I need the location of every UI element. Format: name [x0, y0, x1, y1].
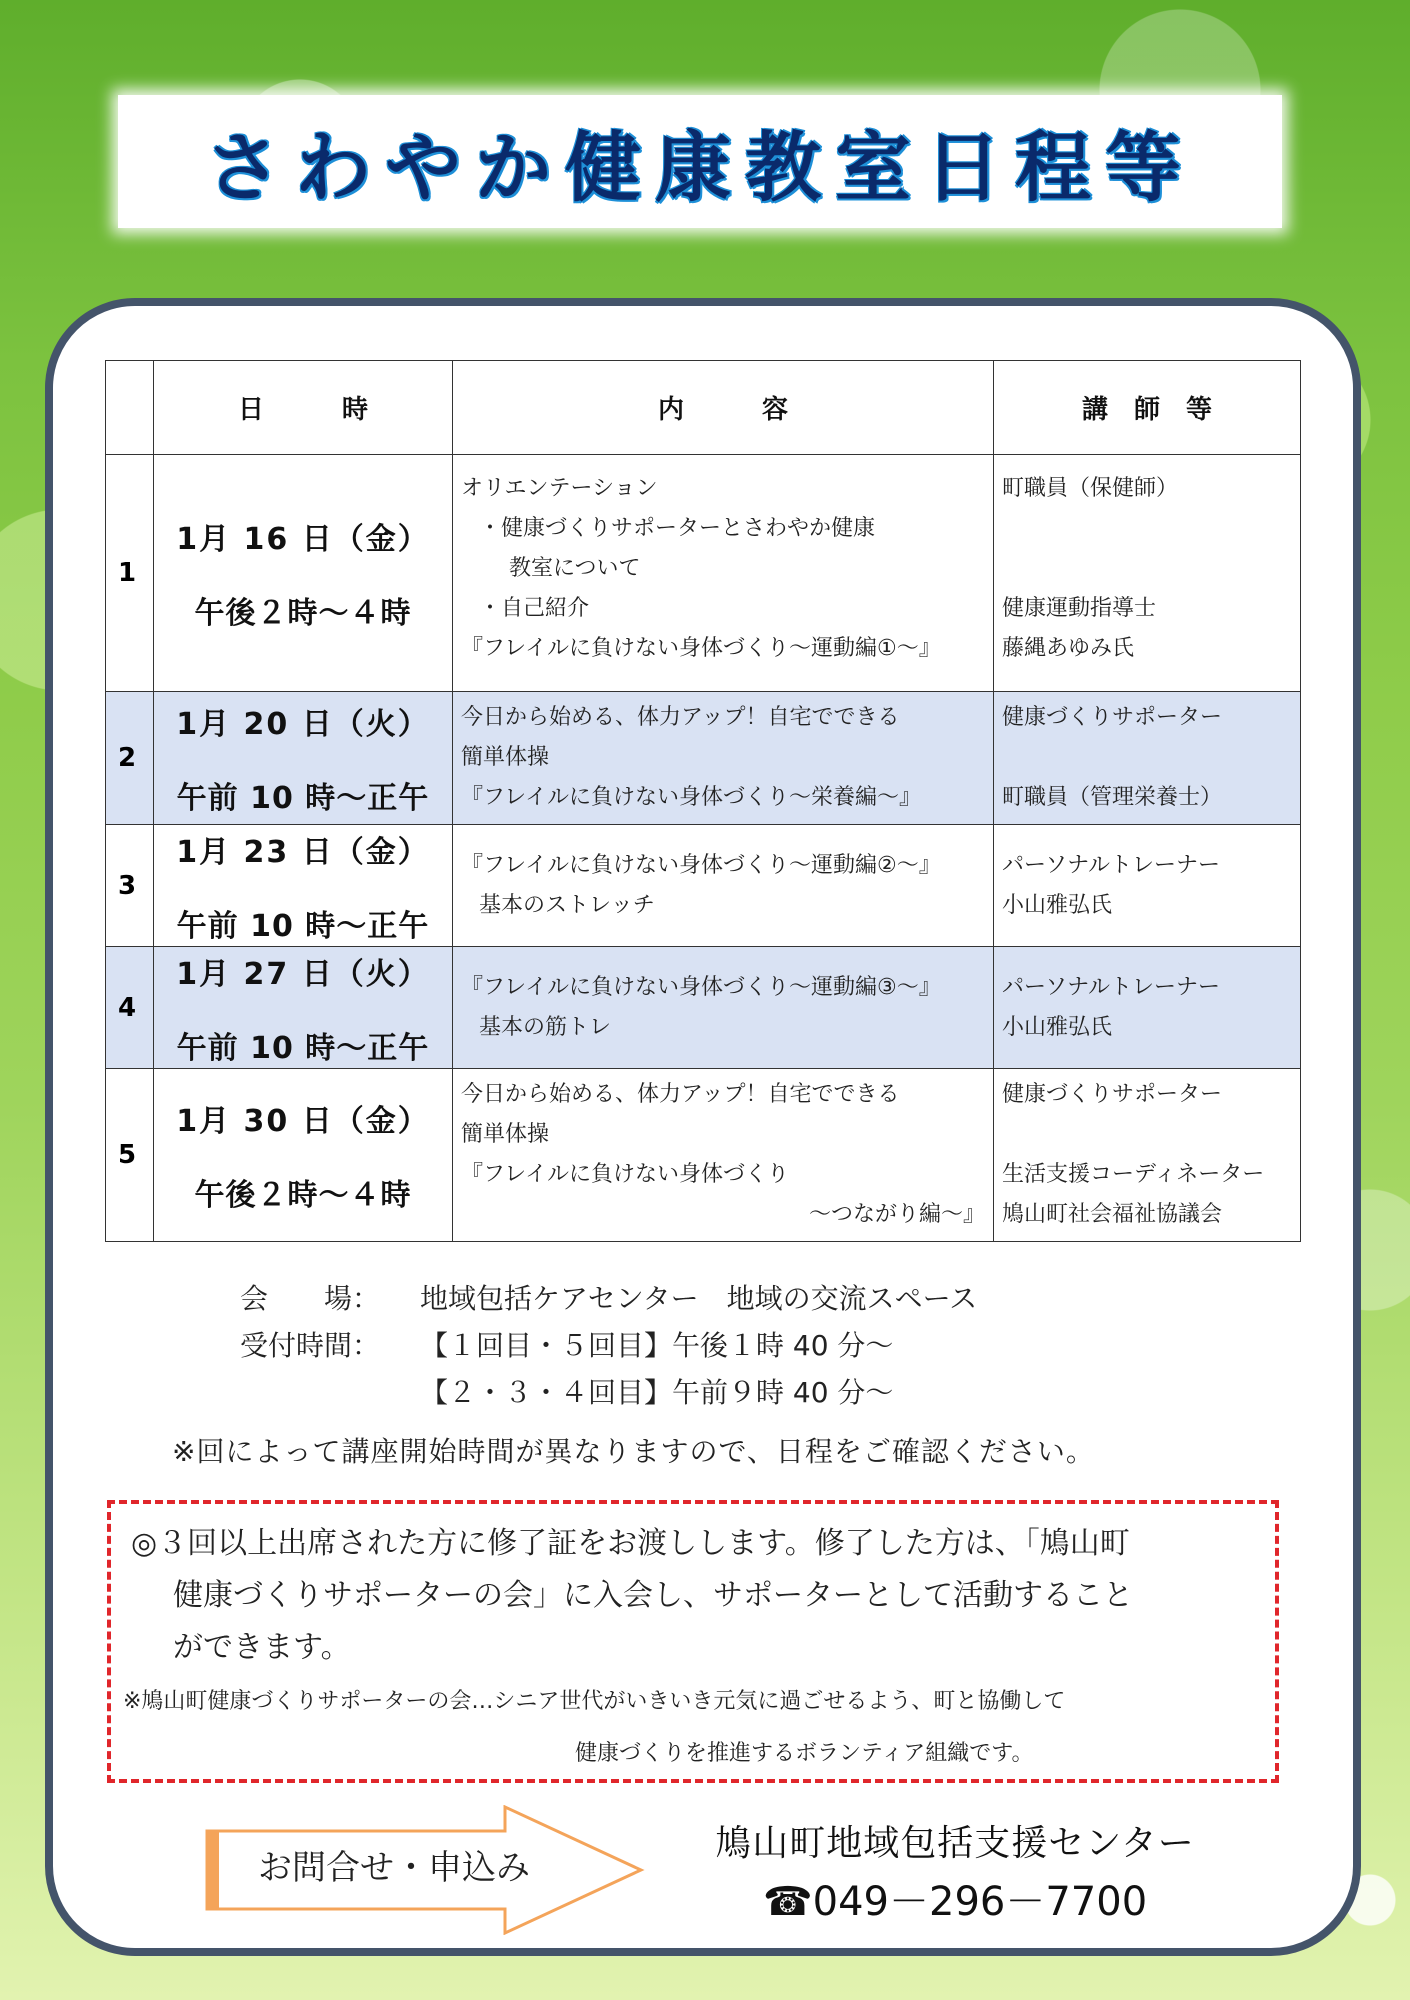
lecturer-line: 町職員（管理栄養士） [1002, 785, 1223, 810]
lecturer-line: パーソナルトレーナー [1002, 852, 1221, 878]
reception-row-2 [240, 1369, 977, 1416]
session-content [453, 825, 994, 947]
inquiry-label: お問合せ・申込み [258, 1848, 530, 1888]
session-lecturer [994, 825, 1301, 947]
content-line: 簡単体操 [461, 1122, 550, 1147]
content-line: 『フレイルに負けない身体づくり～運動編②～』 [461, 852, 941, 878]
session-date: 1月 16 日（金） [176, 522, 430, 557]
lecturer-line: 健康運動指導士 [1002, 596, 1157, 621]
content-line: 今日から始める、体力アップ！自宅でできる [461, 705, 900, 730]
session-content [453, 1069, 994, 1242]
phone-number[interactable]: 049－296－7700 [812, 1879, 1148, 1925]
content-line: ・健康づくりサポーターとさわやか健康 [479, 516, 876, 541]
session-lecturer [994, 947, 1301, 1069]
content-line: 基本の筋トレ [479, 1014, 612, 1040]
contact-phone [700, 1870, 1210, 1927]
session-content [453, 692, 994, 825]
content-line: 基本のストレッチ [479, 892, 655, 918]
header-lecturer: 講 師 等 [994, 361, 1301, 455]
lecturer-line: 藤縄あゆみ氏 [1002, 636, 1135, 661]
content-line: 『フレイルに負けない身体づくり～運動編①～』 [461, 636, 941, 661]
session-datetime [154, 947, 453, 1069]
page-title: さわやか健康教室日程等 [205, 123, 1195, 212]
reception-time-2: 【２・３・４回目】午前９時 40 分～ [420, 1376, 894, 1409]
content-line: 簡単体操 [461, 745, 550, 770]
session-date: 1月 20 日（火） [176, 707, 430, 742]
session-date: 1月 30 日（金） [176, 1104, 430, 1139]
phone-icon: ☎ [762, 1879, 813, 1925]
venue-label: 会 場： [240, 1282, 381, 1315]
supporter-club-note [123, 1676, 1065, 1780]
header-content: 内 容 [453, 361, 994, 455]
spacer [1002, 549, 1292, 589]
session-number: 4 [106, 947, 154, 1069]
session-date: 1月 23 日（金） [176, 834, 430, 870]
spacer [1002, 509, 1292, 549]
content-line: 『フレイルに負けない身体づくり～栄養編～』 [461, 785, 922, 810]
table-row [106, 455, 1301, 692]
lecturer-line: 町職員（保健師） [1002, 476, 1179, 501]
session-lecturer [994, 455, 1301, 692]
lecturer-line: 健康づくりサポーター [1002, 705, 1223, 730]
content-line: オリエンテーション [461, 476, 658, 501]
table-row [106, 692, 1301, 825]
supporter-note-line: 健康づくりを推進するボランティア組織です。 [575, 1741, 1034, 1766]
session-number: 3 [106, 825, 154, 947]
certificate-line: 健康づくりサポーターの会」に入会し、サポーターとして活動すること [173, 1578, 1133, 1613]
supporter-note-line: ※鳩山町健康づくりサポーターの会…シニア世代がいきいき元気に過ごせるよう、町と協働して [123, 1689, 1066, 1714]
session-number: 5 [106, 1069, 154, 1242]
content-line: 『フレイルに負けない身体づくり～運動編③～』 [461, 974, 941, 1000]
content-line: ・自己紹介 [479, 596, 590, 621]
session-lecturer [994, 692, 1301, 825]
reception-time-1: 【１回目・５回目】午後１時 40 分～ [420, 1329, 894, 1362]
table-row [106, 947, 1301, 1069]
title-banner [118, 95, 1282, 228]
session-content [453, 947, 994, 1069]
table-row [106, 825, 1301, 947]
session-date: 1月 27 日（火） [176, 956, 430, 992]
lecturer-line: 小山雅弘氏 [1002, 892, 1113, 918]
table-row [106, 1069, 1301, 1242]
lecturer-line: 健康づくりサポーター [1002, 1082, 1223, 1107]
session-content [453, 455, 994, 692]
spacer [1002, 738, 1292, 778]
content-line: 教室について [509, 556, 641, 581]
certificate-text [131, 1518, 1133, 1674]
lecturer-line: 小山雅弘氏 [1002, 1014, 1113, 1040]
schedule-note: ※回によって講座開始時間が異なりますので、日程をご確認ください。 [172, 1435, 1095, 1468]
lecturer-line: 鳩山町社会福祉協議会 [1002, 1202, 1223, 1227]
venue-value: 地域包括ケアセンター 地域の交流スペース [420, 1282, 978, 1315]
session-lecturer [994, 1069, 1301, 1242]
content-line: ～つながり編～』 [808, 1202, 985, 1227]
session-number: 2 [106, 692, 154, 825]
spacer [1002, 1115, 1292, 1155]
session-time: 午後２時～４時 [194, 596, 412, 631]
session-datetime [154, 692, 453, 825]
session-number: 1 [106, 455, 154, 692]
lecturer-line: パーソナルトレーナー [1002, 974, 1221, 1000]
session-time: 午前 10 時～正午 [176, 908, 430, 944]
venue-row [240, 1275, 977, 1322]
certificate-line: ができます。 [173, 1630, 351, 1665]
header-no [106, 361, 154, 455]
contact-organization: 鳩山町地域包括支援センター [715, 1823, 1195, 1864]
reception-label: 受付時間： [240, 1329, 381, 1362]
content-line: 『フレイルに負けない身体づくり [461, 1162, 790, 1187]
schedule-table [105, 360, 1301, 1242]
session-time: 午前 10 時～正午 [176, 781, 430, 816]
session-time: 午後２時～４時 [194, 1178, 412, 1213]
reception-row [240, 1322, 977, 1369]
session-datetime [154, 1069, 453, 1242]
venue-info [240, 1275, 977, 1416]
session-time: 午前 10 時～正午 [176, 1030, 430, 1066]
contact-info [700, 1815, 1210, 1927]
table-header-row [106, 361, 1301, 455]
lecturer-line: 生活支援コーディネーター [1002, 1162, 1265, 1187]
certificate-notice [107, 1500, 1279, 1783]
session-datetime [154, 455, 453, 692]
certificate-line: ◎３回以上出席された方に修了証をお渡しします。修了した方は、「鳩山町 [131, 1526, 1130, 1561]
header-date: 日 時 [154, 361, 453, 455]
content-line: 今日から始める、体力アップ！自宅でできる [461, 1082, 900, 1107]
session-datetime [154, 825, 453, 947]
